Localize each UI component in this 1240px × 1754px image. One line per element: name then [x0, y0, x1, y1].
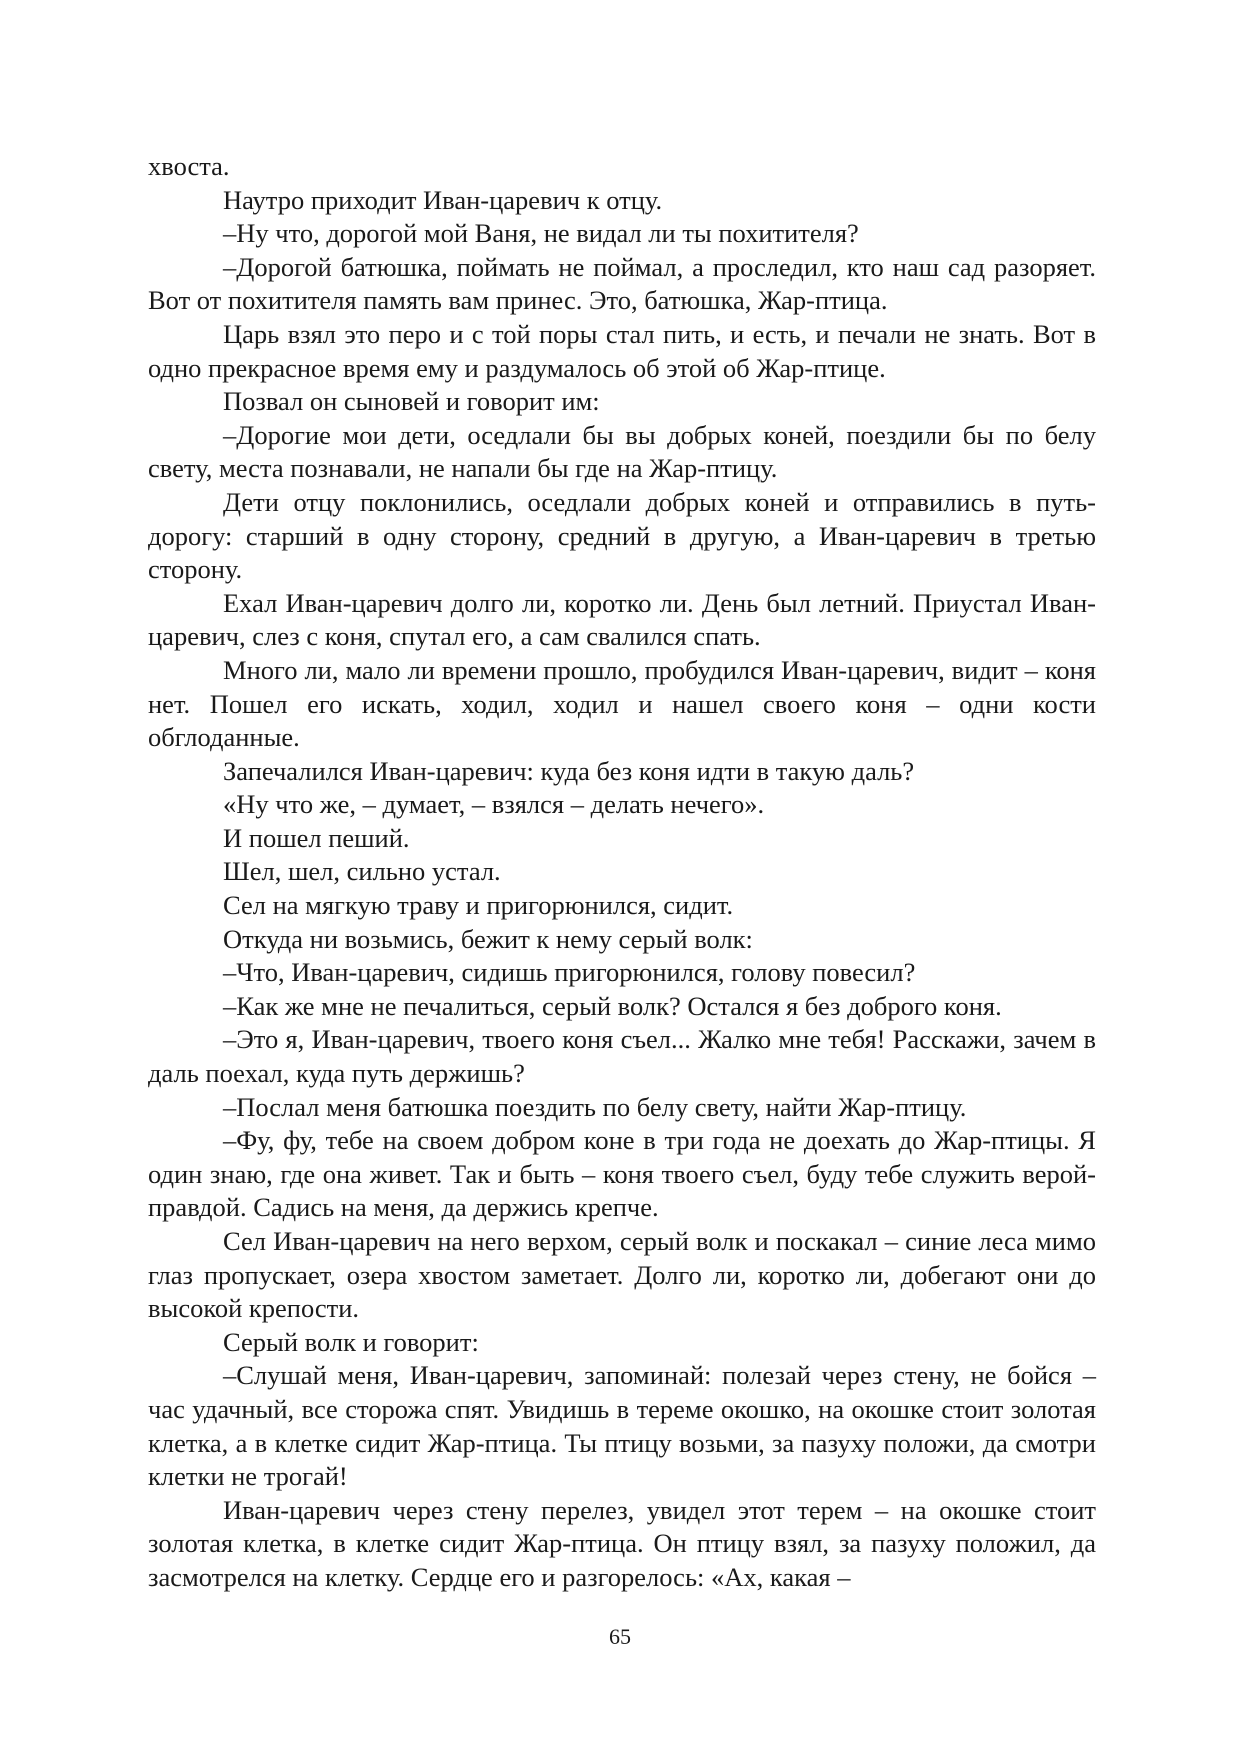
- paragraph: Дети отцу поклонились, оседлали добрых коней и отправились в путь-дорогу: старший в одну сторону, средний в другую, а Иван-царевич в третью сторону.: [148, 486, 1096, 585]
- paragraph: Сел на мягкую траву и пригорюнился, сидит.: [223, 890, 734, 921]
- paragraph: –Дорогие мои дети, оседлали бы вы добрых коней, поездили бы по белу свету, места познавали, не напали бы где на Жар-птицу.: [148, 419, 1096, 484]
- paragraph: хвоста.: [148, 151, 230, 181]
- paragraph: «Ну что же, – думает, – взялся – делать нечего».: [223, 789, 765, 820]
- paragraph: Запечалился Иван-царевич: куда без коня идти в такую даль?: [223, 755, 915, 786]
- paragraph: Царь взял это перо и с той поры стал пить, и есть, и печали не знать. Вот в одно прекрасное время ему и раздумалось об этой об Жар-птице.: [148, 318, 1096, 383]
- paragraph: Шел, шел, сильно устал.: [223, 856, 501, 887]
- paragraph: Иван-царевич через стену перелез, увидел этот терем – на окошке стоит золотая клетка, в клетке сидит Жар-птица. Он птицу взял, за пазуху положил, да засмотрелся на клетку. Сердце его и разгорелось: «Ах, какая –: [148, 1494, 1096, 1592]
- paragraph: –Послал меня батюшка поездить по белу свету, найти Жар-птицу.: [223, 1091, 967, 1122]
- page-number: 65: [609, 1624, 631, 1649]
- paragraph: –Фу, фу, тебе на своем добром коне в три года не доехать до Жар-птицы. Я один знаю, где она живет. Так и быть – коня твоего съел, буду тебе служить верой-правдой. Садись на меня, да держись крепче.: [148, 1125, 1096, 1223]
- paragraph: –Дорогой батюшка, поймать не поймал, а проследил, кто наш сад разоряет. Вот от похитителя память вам принес. Это, батюшка, Жар-птица.: [148, 251, 1096, 316]
- paragraph: Наутро приходит Иван-царевич к отцу.: [223, 184, 663, 215]
- paragraph: Серый волк и говорит:: [223, 1326, 479, 1357]
- paragraph: Откуда ни возьмись, бежит к нему серый волк:: [223, 923, 753, 954]
- paragraph: –Это я, Иван-царевич, твоего коня съел... Жалко мне тебя! Расскажи, зачем в даль поехал, куда путь держишь?: [148, 1024, 1096, 1089]
- paragraph: –Что, Иван-царевич, сидишь пригорюнился, голову повесил?: [223, 957, 916, 988]
- paragraph: Сел Иван-царевич на него верхом, серый волк и поскакал – синие леса мимо глаз пропускает, озера хвостом заметает. Долго ли, коротко ли, добегают они до высокой крепости.: [148, 1226, 1096, 1324]
- paragraph: –Слушай меня, Иван-царевич, запоминай: полезай через стену, не бойся – час удачный, все сторожа спят. Увидишь в тереме окошко, на окошке стоит золотая клетка, а в клетке сидит Жар-птица. Ты птицу возьми, за пазуху положи, да смотри клетки не трогай!: [148, 1360, 1096, 1492]
- paragraph: Ехал Иван-царевич долго ли, коротко ли. День был летний. Приустал Иван-царевич, слез с коня, спутал его, а сам свалился спать.: [148, 587, 1096, 652]
- page-body: [148, 150, 1096, 1595]
- paragraph: –Как же мне не печалиться, серый волк? Остался я без доброго коня.: [223, 990, 1002, 1021]
- paragraph: И пошел пеший.: [223, 822, 410, 853]
- paragraph: Позвал он сыновей и говорит им:: [223, 386, 600, 417]
- paragraph: –Ну что, дорогой мой Ваня, не видал ли ты похитителя?: [223, 218, 859, 249]
- paragraph: Много ли, мало ли времени прошло, пробудился Иван-царевич, видит – коня нет. Пошел его искать, ходил, ходил и нашел своего коня – одни кости обглоданные.: [148, 654, 1096, 753]
